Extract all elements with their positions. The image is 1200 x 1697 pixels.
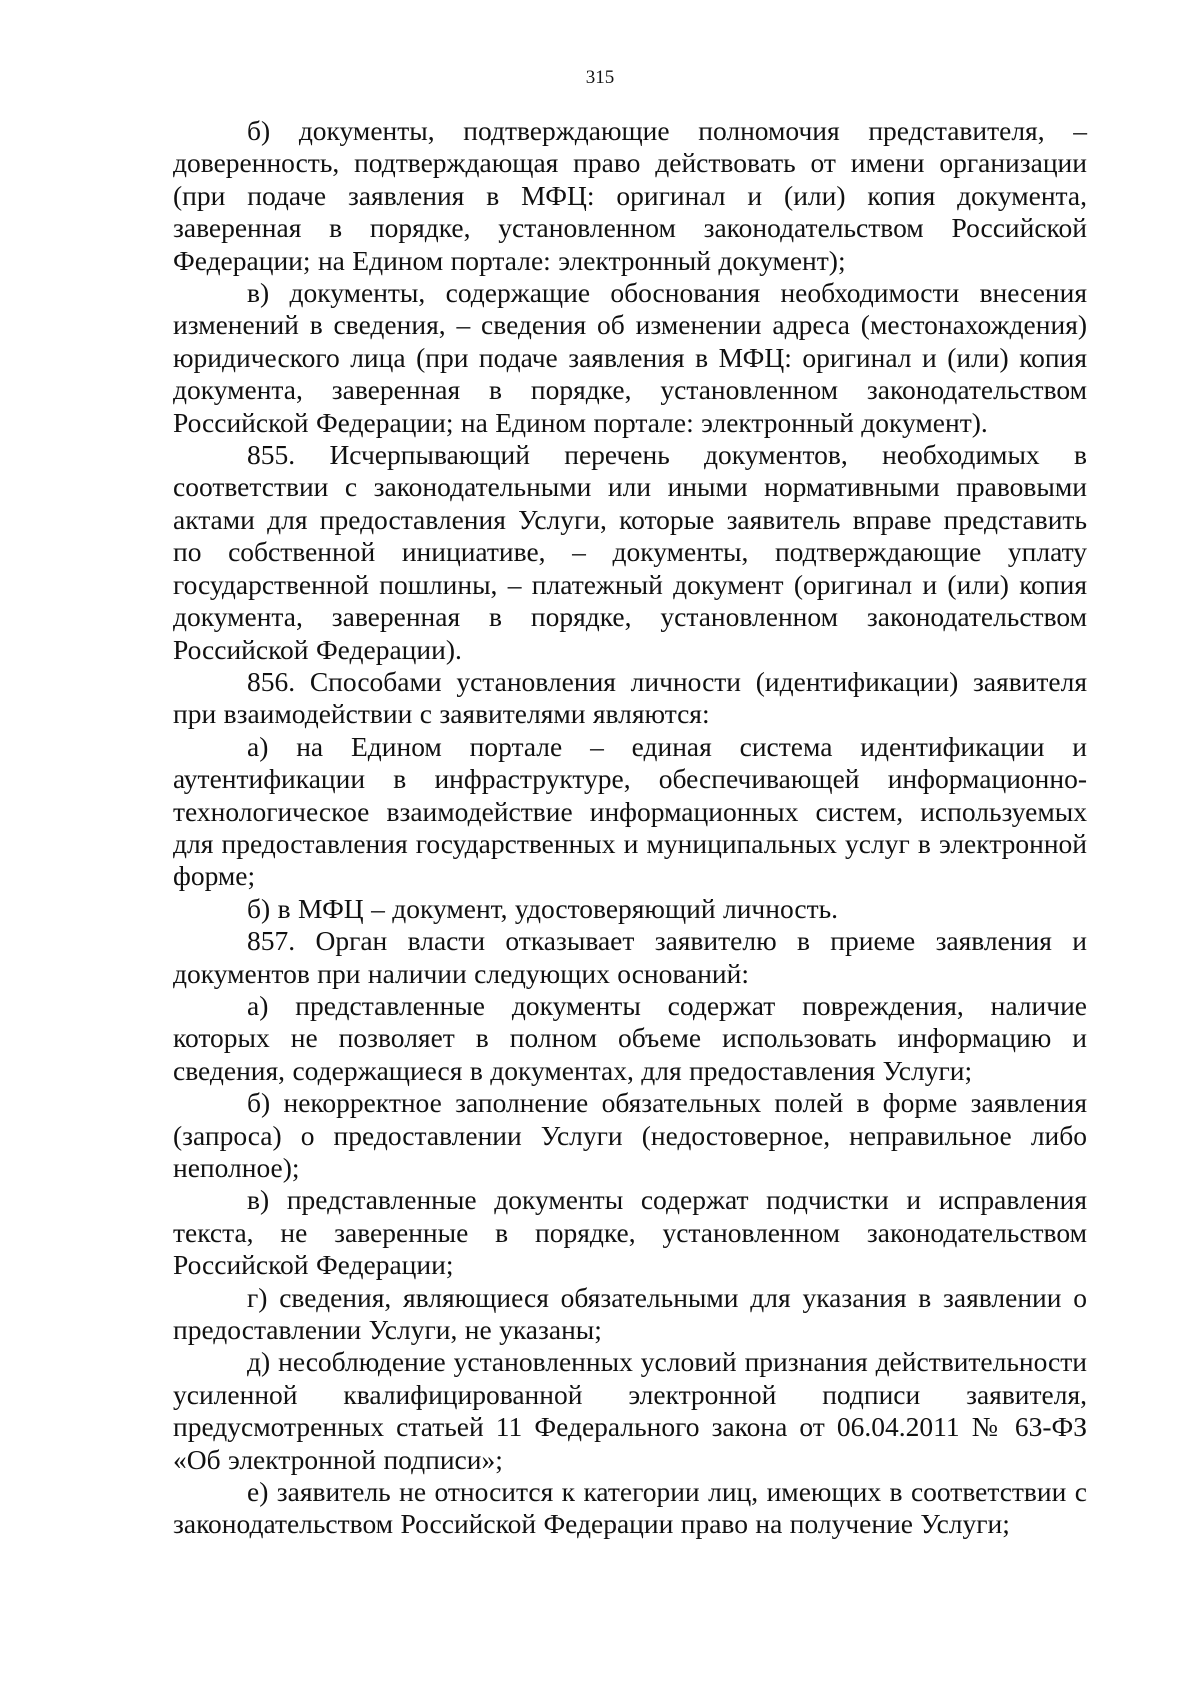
paragraph-857: 857. Орган власти отказывает заявителю в приеме заявления и документов при наличии следующих оснований:	[173, 925, 1087, 989]
paragraph-857-v: в) представленные документы содержат подчистки и исправления текста, не заверенные в порядке, установленном законодательством Российской Федерации;	[173, 1184, 1087, 1281]
page-number: 315	[585, 67, 615, 88]
paragraph-856: 856. Способами установления личности (идентификации) заявителя при взаимодействии с заявителями являются:	[173, 665, 1087, 730]
paragraph-855: 855. Исчерпывающий перечень документов, необходимых в соответствии с законодательными или иными нормативными правовыми актами для предоставления Услуги, которые заявитель вправе представить по собственной инициативе, – документы, подтверждающие уплату государственной пошлины, – платежный документ (оригинал и (или) копия документа, заверенная в порядке, установленном законодательством Российской Федерации).	[173, 439, 1087, 665]
paragraph-857-b: б) некорректное заполнение обязательных полей в форме заявления (запроса) о предоставлении Услуги (недостоверное, неправильное либо неполное);	[173, 1087, 1087, 1183]
paragraph-856-a: а) на Едином портале – единая система идентификации и аутентификации в инфраструктуре, обеспечивающей информационно-технологическое взаимодействие информационных систем, используемых для предоставления государственных и муниципальных услуг в электронной форме;	[173, 730, 1087, 892]
paragraph-b-representative-documents: б) документы, подтверждающие полномочия представителя, – доверенность, подтверждающая право действовать от имени организации (при подаче заявления в МФЦ: оригинал и (или) копия документа, заверенная в порядке, установленном законодательством Российской Федерации; на Едином портале: электронный документ);	[173, 115, 1087, 276]
document-body	[173, 115, 1087, 1541]
paragraph-856-b: б) в МФЦ – документ, удостоверяющий личность.	[247, 892, 839, 924]
paragraph-v-change-justification: в) документы, содержащие обоснования необходимости внесения изменений в сведения, – сведения об изменении адреса (местонахождения) юридического лица (при подаче заявления в МФЦ: оригинал и (или) копия документа, заверенная в порядке, установленном законодательством Российской Федерации; на Едином портале: электронный документ).	[173, 277, 1087, 438]
paragraph-857-d: д) несоблюдение установленных условий признания действительности усиленной квалифицированной электронной подписи заявителя, предусмотренных статьей 11 Федерального закона от 06.04.2011 № 63-ФЗ «Об электронной подписи»;	[173, 1346, 1087, 1475]
paragraph-857-g: г) сведения, являющиеся обязательными для указания в заявлении о предоставлении Услуги, не указаны;	[173, 1281, 1087, 1346]
paragraph-857-e: е) заявитель не относится к категории лиц, имеющих в соответствии с законодательством Российской Федерации право на получение Услуги;	[173, 1476, 1087, 1540]
paragraph-857-a: а) представленные документы содержат повреждения, наличие которых не позволяет в полном объеме использовать информацию и сведения, содержащиеся в документах, для предоставления Услуги;	[173, 989, 1087, 1086]
